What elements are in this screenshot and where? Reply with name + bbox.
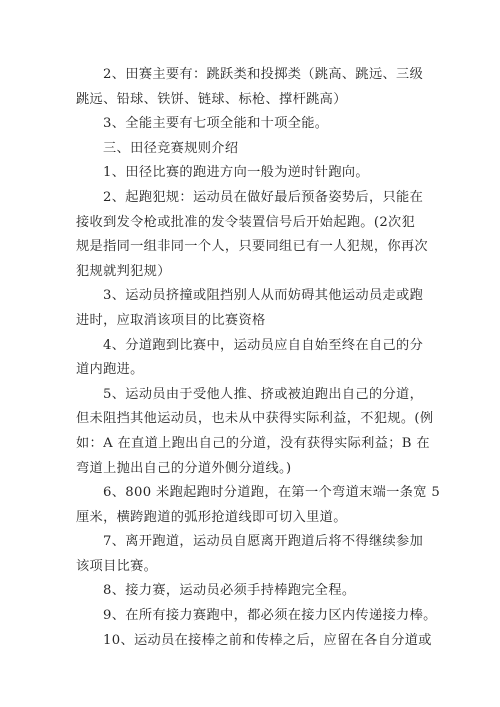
text-line: 6、800 米跑起跑时分道跑，在第一个弯道末端一条宽 5 bbox=[103, 485, 441, 501]
text-line: 5、运动员由于受他人推、挤或被迫跑出自己的分道， bbox=[103, 386, 424, 402]
text-line: 规是指同一组非同一个人，只要同组已有一人犯规，你再次 bbox=[76, 239, 428, 255]
text-line: 8、接力赛，运动员必须手持棒跑完全程。 bbox=[103, 583, 356, 599]
text-line: 如：A 在直道上跑出自己的分道，没有获得实际利益；B 在 bbox=[76, 435, 430, 451]
text-line: 接收到发令枪或批准的发令装置信号后开始起跑。(2次犯 bbox=[76, 214, 416, 230]
text-line: 厘米，横跨跑道的弧形抢道线即可切入里道。 bbox=[76, 509, 347, 525]
text-line: 三、田径竞赛规则介绍 bbox=[103, 140, 239, 156]
document-body bbox=[76, 63, 441, 653]
text-line: 2、起跑犯规：运动员在做好最后预备姿势后，只能在 bbox=[103, 189, 424, 205]
text-line: 4、分道跑到比赛中，运动员应自自始至终在自己的分 bbox=[103, 337, 424, 353]
text-line: 1、田径比赛的跑进方向一般为逆时针跑向。 bbox=[103, 165, 369, 181]
text-line: 3、全能主要有七项全能和十项全能。 bbox=[103, 116, 329, 132]
text-line: 2、田赛主要有：跳跃类和投掷类（跳高、跳远、三级 bbox=[103, 67, 424, 82]
text-line: 3、运动员挤撞或阻挡别人从而妨碍其他运动员走或跑 bbox=[103, 288, 424, 304]
text-line: 进时，应取消该项目的比赛资格 bbox=[76, 312, 266, 328]
text-line: 弯道上抛出自己的分道外侧分道线。) bbox=[76, 460, 292, 476]
text-line: 跳远、铅球、铁饼、链球、标枪、撑杆跳高） bbox=[76, 91, 347, 107]
text-line: 9、在所有接力赛跑中，都必须在接力区内传递接力棒。 bbox=[103, 608, 437, 624]
text-line: 7、离开跑道，运动员自愿离开跑道后将不得继续参加 bbox=[103, 534, 424, 550]
text-line: 该项目比赛。 bbox=[76, 558, 158, 574]
text-line: 但未阻挡其他运动员，也未从中获得实际利益，不犯规。(例 bbox=[76, 411, 434, 427]
text-line: 道内跑进。 bbox=[76, 362, 144, 378]
text-line: 犯规就判犯规） bbox=[76, 263, 171, 279]
text-line: 10、运动员在接棒之前和传棒之后，应留在各自分道或 bbox=[103, 632, 432, 648]
